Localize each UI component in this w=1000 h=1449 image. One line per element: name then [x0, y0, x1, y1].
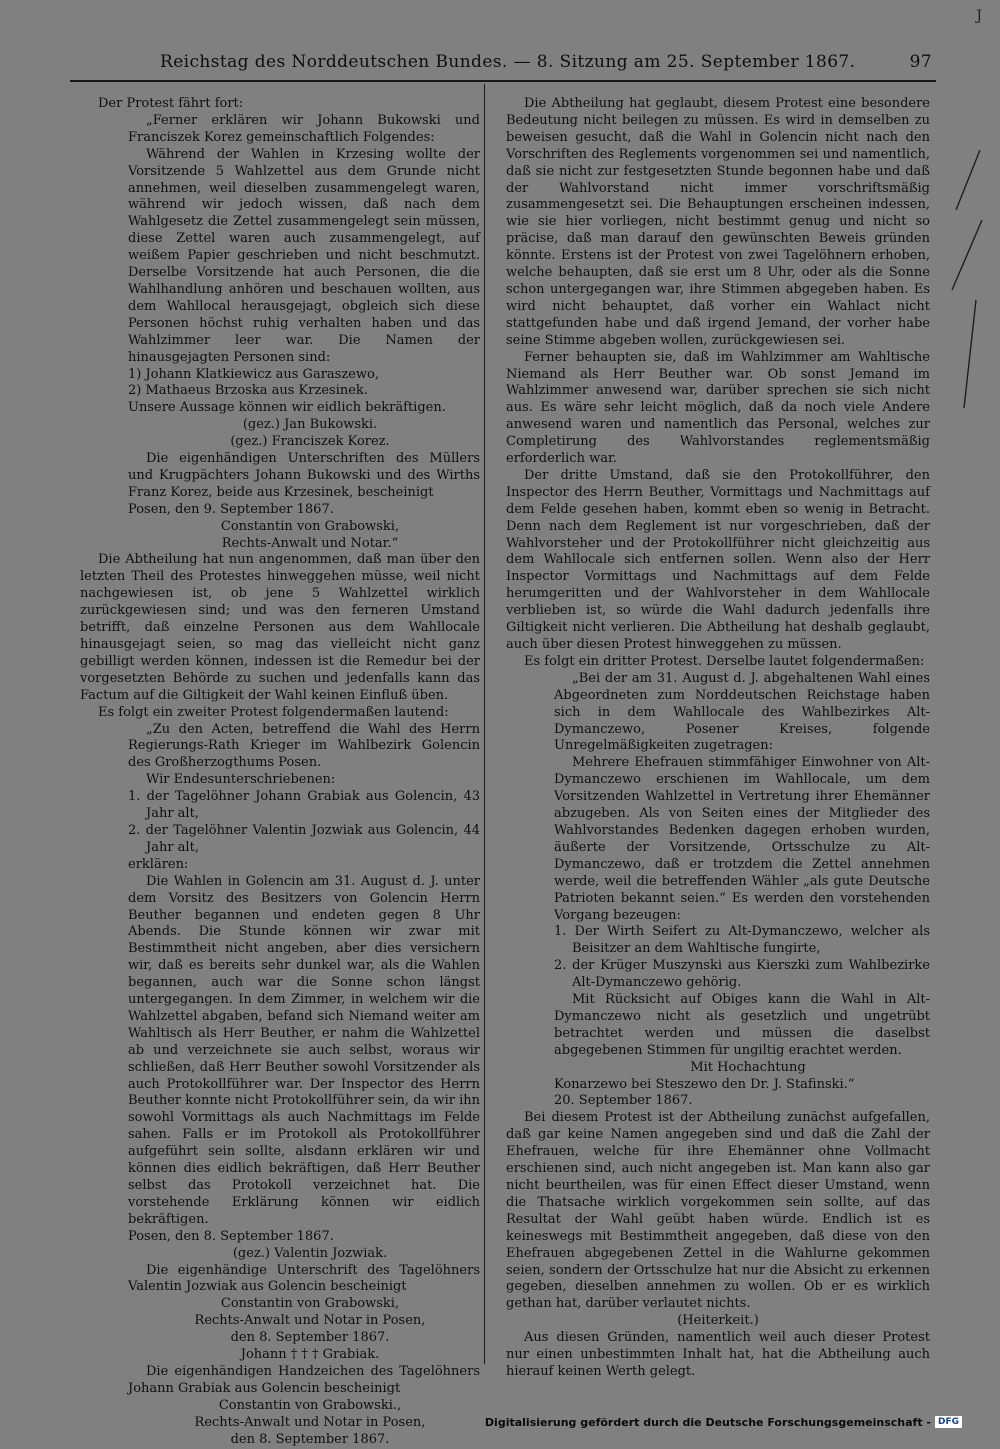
paragraph: Rechts-Anwalt und Notar.“: [221, 535, 399, 551]
paragraph: Konarzewo bei Steszewo den Dr. J. Stafinski.“: [554, 1076, 855, 1092]
left-column: [80, 96, 480, 1449]
column-divider: [484, 84, 485, 1364]
paragraph: 2. der Tagelöhner Valentin Jozwiak aus Golencin, 44 Jahr alt,: [128, 822, 480, 855]
paragraph: Mehrere Ehefrauen stimmfähiger Einwohner von Alt-Dymanczewo erschienen im Wahllocale, um dem Vorsitzenden Wahlzettel in Vertretung ihrer Ehemänner abzugeben. Als von Seiten eines der Mitglieder des Wahlvorstandes Bedenken dagegen erhoben wurden, äußerte der Vorsitzende, Ortsschulze zu Alt-Dymanczewo, daß er trotzdem die Zettel annehmen werde, weil die betreffenden Wähler „als gute Deutsche Patrioten bekannt seien.“ Es werden den vorstehenden Vorgang bezeugen:: [554, 755, 930, 923]
paragraph: Bei diesem Protest ist der Abtheilung zunächst aufgefallen, daß gar keine Namen angegeben sind und daß die Zahl der Ehefrauen, welche für ihre Ehemänner ohne Vollmacht erschienen sind, auch nicht angegeben ist. Man kann also gar nicht beurtheilen, was für einen Effect dieser Umstand, wenn die Thatsache wirklich vorgekommen sein sollte, auf das Resultat der Wahl geübt haben würde. Endlich ist es keineswegs mit Bestimmtheit angegeben, daß diese von den Ehefrauen abgegebenen Zettel in die Wahlurne gekommen seien, sondern der Ortsschulze hat nur die Absicht zu erkennen gegeben, dieselben annehmen zu wollen. Ob er es wirklich gethan hat, darüber verlautet nichts.: [506, 1110, 930, 1312]
paragraph: (gez.) Jan Bukowski.: [242, 417, 378, 433]
margin-pen-stroke: [946, 150, 986, 410]
paragraph: erklären:: [128, 856, 189, 872]
paragraph: Die Wahlen in Golencin am 31. August d. J. unter dem Vorsitz des Besitzers von Golencin Herrn Beuther begannen und endeten gegen 8 Uhr Abends. Die Stunde können wir zwar mit Bestimmtheit nicht angeben, aber dies versichern wir, daß es bereits sehr dunkel war, als die Wahlen begannen, auch war die Sonne schon längst untergegangen. In dem Zimmer, in welchem wir die Wahlzettel abgaben, befand sich Niemand weiter am Wahltisch als Herr Beuther, er nahm die Wahlzettel ab und verzeichnete sie auch selbst, woraus wir schließen, daß Herr Beuther sowohl Vorsitzender als auch Protokollführer war. Der Inspector des Herrn Beuther konnte nicht Protokollführer sein, da wir ihn sowohl Vormittags als auch Nachmittags im Felde sahen. Falls er im Protokoll als Protokollführer aufgeführt sein sollte, alsdann erklären wir und können dies eidlich bekräftigen, daß Herr Beuther selbst das Protokoll verzeichnet hat. Die vorstehende Erklärung können wir eidlich bekräftigen.: [128, 873, 480, 1227]
paragraph: Während der Wahlen in Krzesing wollte der Vorsitzende 5 Wahlzettel aus dem Grunde nicht annehmen, weil dieselben zusammengelegt waren, während wir jedoch wissen, daß nach dem Wahlgesetz die Zettel zusammengelegt sein müssen, diese Zettel waren auch zusammengelegt, auf weißem Papier geschrieben und nicht beschmutzt. Derselbe Vorsitzende hat auch Personen, die die Wahlhandlung anhören und beschauen wollten, aus dem Wahllocal herausgejagt, obgleich sich diese Personen höchst ruhig verhalten haben und das Wahlzimmer leer war. Die Namen der hinausgejagten Personen sind:: [128, 146, 480, 365]
paragraph: (Heiterkeit.): [677, 1313, 759, 1329]
page-number: 97: [909, 52, 932, 72]
paragraph: Constantin von Grabowski,: [220, 1296, 400, 1312]
paragraph: 2) Mathaeus Brzoska aus Krzesinek.: [128, 383, 368, 399]
paragraph: Die Abtheilung hat geglaubt, diesem Protest eine besondere Bedeutung nicht beilegen zu müssen. Es wird in demselben zu beweisen gesucht, daß die Wahl in Golencin nicht nach den Vorschriften des Reglements vorgenommen sei und namentlich, daß sie nicht zur festgesetzten Stunde begonnen habe und daß der Wahlvorstand nicht immer vorschriftsmäßig zusammengesetzt sei. Die Behauptungen erscheinen indessen, wie sie hier vorliegen, nicht bestimmt genug und nicht so präcise, daß man darauf den gewünschten Beweis gründen könnte. Erstens ist der Protest von zwei Tagelöhnern erhoben, welche behaupten, daß sie erst um 8 Uhr, oder als die Sonne schon untergegangen war, ihre Stimmen abgegeben haben. Es wird nicht behauptet, daß vorher ein Wahlact nicht stattgefunden habe und daß irgend Jemand, der vorher habe seine Stimme abgeben wollen, zurückgewiesen sei.: [506, 96, 930, 348]
header-rule: [70, 80, 936, 82]
paragraph: Mit Rücksicht auf Obiges kann die Wahl in Alt-Dymanczewo nicht als gesetzlich und ungetrübt betrachtet werden und müssen die daselbst abgegebenen Stimmen für ungiltig erachtet werden.: [554, 992, 930, 1058]
paragraph: „Ferner erklären wir Johann Bukowski und Franciszek Korez gemeinschaftlich Folgendes:: [128, 112, 480, 145]
paragraph: (gez.) Valentin Jozwiak.: [232, 1245, 388, 1261]
paragraph: „Bei der am 31. August d. J. abgehaltenen Wahl eines Abgeordneten zum Norddeutschen Reichstage haben sich in dem Wahllocale des Wahlbezirkes Alt-Dymanczewo, Posener Kreises, folgende Unregelmäßigkeiten zugetragen:: [554, 670, 930, 754]
paragraph: Die eigenhändige Unterschrift des Tagelöhners Valentin Jozwiak aus Golencin bescheinigt: [128, 1262, 480, 1295]
paragraph: 1. der Tagelöhner Johann Grabiak aus Golencin, 43 Jahr alt,: [128, 789, 480, 822]
paragraph: Der Protest fährt fort:: [98, 96, 244, 111]
paragraph: Es folgt ein zweiter Protest folgendermaßen lautend:: [98, 704, 449, 720]
paragraph: 20. September 1867.: [554, 1093, 693, 1109]
paragraph: Die Abtheilung hat nun angenommen, daß man über den letzten Theil des Protestes hinweggehen müsse, weil nicht nachgewiesen ist, ob jene 5 Wahlzettel wirklich zurückgewiesen sind; und was den ferneren Umstand betrifft, daß einzelne Personen aus dem Wahllocale hinausgejagt seien, so mag das vielleicht nicht ganz gebilligt werden können, indessen ist die Remedur bei der vorgesetzten Behörde zu suchen und jedenfalls kann das Factum auf die Giltigkeit der Wahl keinen Einfluß üben.: [80, 552, 480, 703]
footer-text: Digitalisierung gefördert durch die Deutsche Forschungsgemeinschaft -: [484, 1415, 931, 1429]
page-header: [160, 52, 932, 78]
paragraph: den 8. September 1867.: [230, 1330, 390, 1346]
corner-mark: J: [976, 8, 982, 24]
paragraph: Constantin von Grabowski,: [220, 518, 400, 534]
paragraph: 1. Der Wirth Seifert zu Alt-Dymanczewo, welcher als Beisitzer an dem Wahltische fungirte,: [554, 924, 930, 957]
paragraph: Ferner behaupten sie, daß im Wahlzimmer am Wahltische Niemand als Herr Beuther war. Ob sonst Jemand im Wahlzimmer anwesend war, darüber sprechen sie sich nicht aus. Es wäre sehr leicht möglich, daß da noch viele Andere anwesend waren und namentlich das Personal, welches zur Completirung des Wahlvorstandes reglementsmäßig erforderlich war.: [506, 349, 930, 467]
paragraph: Unsere Aussage können wir eidlich bekräftigen.: [128, 400, 446, 416]
paragraph: Aus diesen Gründen, namentlich weil auch dieser Protest nur einen unbestimmten Inhalt hat, hat die Abtheilung auch hierauf keinen Werth gelegt.: [506, 1330, 930, 1379]
paragraph: Die eigenhändigen Handzeichen des Tagelöhners Johann Grabiak aus Golencin bescheinigt: [128, 1363, 480, 1396]
paragraph: Mit Hochachtung: [690, 1059, 806, 1075]
paragraph: Posen, den 9. September 1867.: [128, 501, 334, 517]
dfg-logo: DFG: [935, 1416, 962, 1428]
paragraph: Es folgt ein dritter Protest. Derselbe lautet folgendermaßen:: [524, 653, 925, 669]
paragraph: Rechts-Anwalt und Notar in Posen,: [194, 1313, 426, 1329]
paragraph: (gez.) Franciszek Korez.: [230, 434, 390, 450]
paragraph: Constantin von Grabowski.,: [218, 1397, 402, 1413]
paragraph: 1) Johann Klatkiewicz aus Garaszewo,: [128, 366, 379, 382]
paragraph: Posen, den 8. September 1867.: [128, 1228, 334, 1244]
page-title: Reichstag des Norddeutschen Bundes. — 8. Sitzung am 25. September 1867.: [160, 52, 856, 72]
footer-credit: [485, 1415, 962, 1429]
paragraph: 2. der Krüger Muszynski aus Kierszki zum Wahlbezirke Alt-Dymanczewo gehörig.: [554, 958, 930, 991]
paragraph: Rechts-Anwalt und Notar in Posen,: [194, 1414, 426, 1430]
paragraph: „Zu den Acten, betreffend die Wahl des Herrn Regierungs-Rath Krieger im Wahlbezirk Golencin des Großherzogthums Posen.: [128, 721, 480, 771]
paragraph: Der dritte Umstand, daß sie den Protokollführer, den Inspector des Herrn Beuther, Vormittags und Nachmittags auf dem Felde gesehen haben, kommt eben so wenig in Betracht. Denn nach dem Reglement ist nur vorgeschrieben, daß der Wahlvorsteher und der Protokollführer nicht gleichzeitig aus dem Wahllocale sich entfernen sollen. Wenn also der Herr Inspector Vormittags und Nachmittags auf dem Felde herumgeritten und der Wahlvorsteher in dem Wahllocale verblieben ist, so würde die Wahl dadurch jedenfalls ihre Giltigkeit nicht verlieren. Die Abtheilung hat deshalb geglaubt, auch über diesen Protest hinweggehen zu müssen.: [506, 467, 930, 652]
paragraph: Die eigenhändigen Unterschriften des Müllers und Krugpächters Johann Bukowski und des Wirths Franz Korez, beide aus Krzesinek, bescheinigt: [128, 451, 480, 500]
paragraph: Wir Endesunterschriebenen:: [146, 772, 336, 788]
right-column: [506, 96, 930, 1381]
paragraph: Johann † † † Grabiak.: [240, 1347, 380, 1363]
paragraph: den 8. September 1867.: [230, 1431, 390, 1447]
